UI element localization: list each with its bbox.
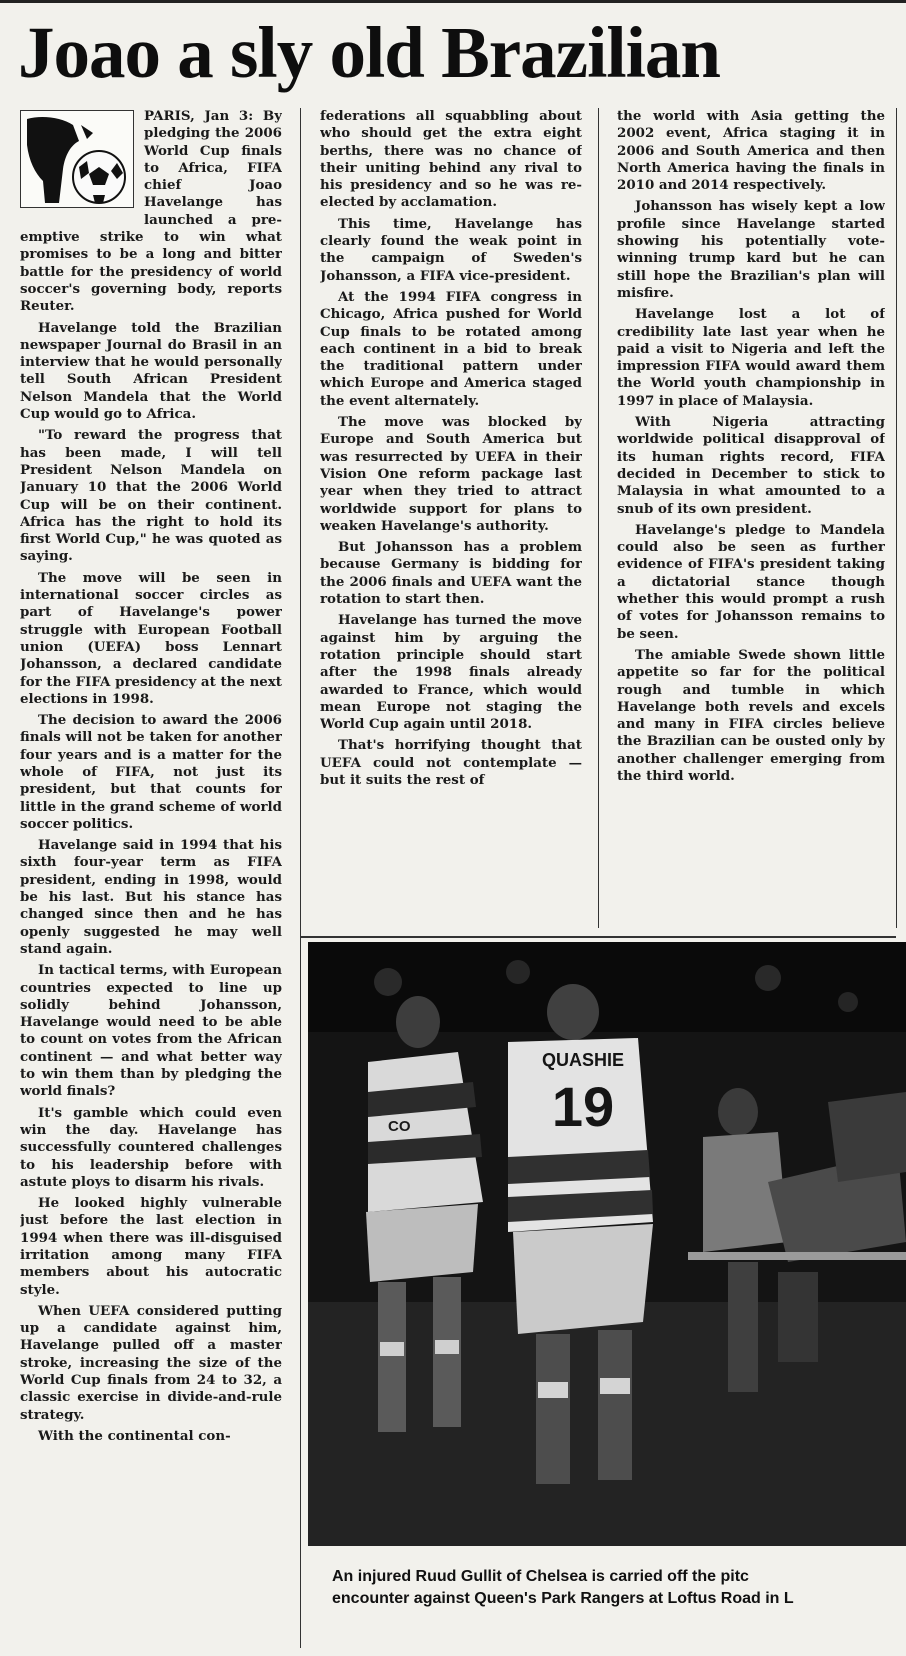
article-column-2 [320,108,582,922]
article-paragraph: With the continental con- [38,1427,231,1444]
article-paragraph: The amiable Swede shown little appetite so far for the political rough and tumble in which Havelange both revels and excels and many in FIFA circles believe the Brazilian can be ousted only by another challenger emerging from the third world. [617,646,885,784]
article-paragraph: the world with Asia getting the 2002 event, Africa staging it in 2006 and South America and then North America having the finals in 2010 and 2014 respectively. [617,108,885,194]
jersey-number: 19 [551,1075,615,1138]
article-paragraph: But Johansson has a problem because Germany is bidding for the 2006 finals and UEFA want the rotation to start then. [320,539,582,608]
article-paragraph: Johansson has wisely kept a low profile since Havelange started showing his potentially vote-winning trump kard but he can still hope the Brazilian's plan will misfire. [617,198,885,301]
article-paragraph: federations all squabbling about who should get the extra eight berths, there was no chance of their uniting behind any rival to his presidency and so he was re-elected by acclamation. [320,108,582,211]
match-photo [308,942,906,1546]
article-paragraph: This time, Havelange has clearly found the weak point in the campaign of Sweden's Johansson, a FIFA vice-president. [320,215,582,284]
column-divider [896,108,897,928]
article-paragraph: At the 1994 FIFA congress in Chicago, Africa pushed for World Cup finals to be rotated among each continent in a bid to break the traditional pattern under which Europe and America staged the event alternately. [320,288,582,409]
headline: Joao a sly old Brazilian [18,12,721,93]
article-column-1 [20,108,282,1648]
article-paragraph: He looked highly vulnerable just before the last election in 1994 when there was ill-disguised irritation among many FIFA members about his autocratic style. [20,1195,282,1298]
caption-line: encounter against Queen's Park Rangers at Loftus Road in L [332,1590,794,1607]
shirt-sponsor-text: CO [388,1118,411,1135]
article-paragraph: In tactical terms, with European countries expected to line up solidly behind Johansson, Havelange would need to be able to count on votes from the African continent — and what better way to win them than by pledging the world finals? [20,962,282,1100]
article-paragraph: "To reward the progress that has been made, I will tell President Nelson Mandela on January 10 that the 2006 World Cup will be on their continent. Africa has the right to hold its first World Cup," he was quoted as saying. [20,427,282,565]
top-rule [0,0,906,3]
article-paragraph: The decision to award the 2006 finals will not be taken for another four years and is a matter for the whole of FIFA, not just its president, but that counts for little in the grand scheme of world soccer politics. [20,712,282,832]
jersey-name: QUASHIE [541,1050,624,1070]
caption-line: An injured Ruud Gullit of Chelsea is carried off the pitc [332,1568,749,1585]
article-paragraph: When UEFA considered putting up a candidate against him, Havelange pulled off a master stroke, increasing the size of the World Cup finals from 24 to 32, a classic exercise in divide-and-rule strategy. [20,1302,282,1423]
article-paragraph: It's gamble which could even win the day. Havelange has successfully countered challenges to his leadership before with astute ploys to disarm his rivals. [20,1104,282,1190]
photo-rule [300,936,896,938]
article-paragraph: PARIS, Jan 3: By pledging the 2006 World Cup finals to Africa, FIFA chief Joao Havelange has launched a pre-emptive strike to win what promises to be a long and bitter battle for the presidency of world soccer's governing body, reports Reuter. [20,108,282,315]
article-paragraph: Havelange has turned the move against him by arguing the rotation principle should start after the 1998 finals already awarded to France, which would mean Europe not staging the World Cup again until 2018. [320,612,582,733]
article-paragraph: Havelange's pledge to Mandela could also be seen as further evidence of FIFA's president taking a dictatorial stance though whether this would prompt a rush of votes for Johansson remains to be seen. [617,521,885,642]
article-paragraph: The move will be seen in international soccer circles as part of Havelange's power struggle with European Football union (UEFA) boss Lennart Johansson, a declared candidate for the FIFA presidency at the next elections in 1998. [20,569,282,707]
article-paragraph: Havelange lost a lot of credibility late last year when he paid a visit to Nigeria and left the impression FIFA would award them the World youth championship in 1997 in place of Malaysia. [617,306,885,409]
column-divider [300,108,301,1648]
article-column-3 [617,108,885,930]
column-divider [598,108,599,928]
article-paragraph: The move was blocked by Europe and South America but was resurrected by UEFA in their Vision One reform package last year when they tried to attract worldwide support for plans to weaken Havelange's authority. [320,414,582,534]
photo-caption [332,1566,906,1610]
article-paragraph: Havelange told the Brazilian newspaper Journal do Brasil in an interview that he would personally tell South African President Nelson Mandela that the World Cup would go to Africa. [20,319,282,423]
soccer-logo [20,110,134,208]
article-paragraph: Havelange said in 1994 that his sixth four-year term as FIFA president, ending in 1998, would be his last. But his stance has changed since then and he has openly suggested he may well stand again. [20,837,282,957]
article-paragraph: That's horrifying thought that UEFA could not contemplate — but it suits the rest of [320,737,582,788]
article-paragraph: With Nigeria attracting worldwide political disapproval of its human rights record, FIFA decided in December to stick to Malaysia in what amounted to a snub of its own president. [617,414,885,517]
